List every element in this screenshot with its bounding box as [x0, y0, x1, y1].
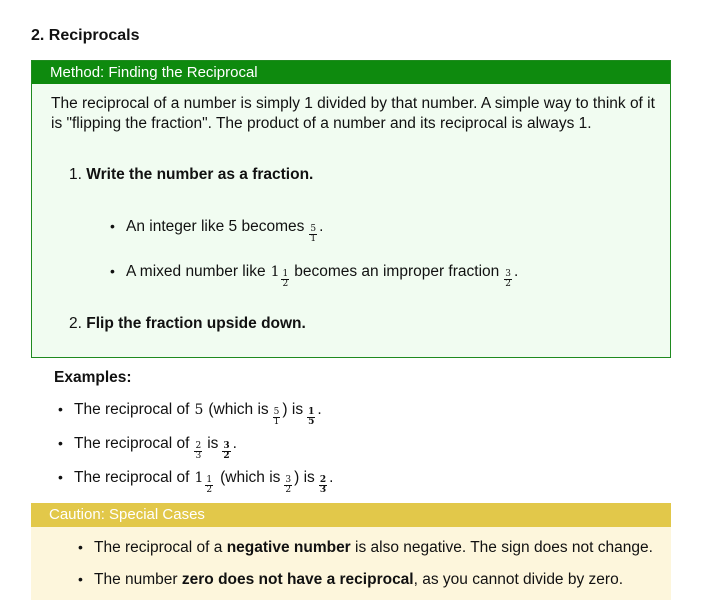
bullet-mixed-text: A mixed number like	[126, 263, 266, 280]
bullet-dot: •	[110, 263, 115, 279]
fraction-3-over-2: $\frac{3}{2}$	[285, 475, 292, 495]
step-2-number: 2.	[69, 315, 82, 332]
mixed-whole: 1	[270, 264, 280, 280]
fraction-5-over-1: $\frac{5}{1}$	[310, 224, 317, 244]
step-1	[69, 166, 313, 184]
fraction-3-over-2: $\frac{3}{2}$	[505, 269, 511, 289]
caution-item-zero: • The number zero does not have a reciprocal , as you cannot divide by zero.	[78, 571, 623, 588]
example-2: • The reciprocal of $\frac{2}{3}$ is $\frac{3}{2}$ .	[58, 435, 237, 461]
caution-item-negative: • The reciprocal of a negative number is also negative. The sign does not change.	[78, 539, 653, 556]
example-1: • The reciprocal of 5 (which is $\frac{5}{1}$ ) is $\frac{1}{5}$ .	[58, 401, 322, 427]
fraction-2-over-3: $\frac{2}{3}$	[195, 441, 202, 461]
section-title: 2. Reciprocals	[31, 27, 140, 44]
fraction-1-over-2: $\frac{1}{2}$	[282, 269, 289, 289]
method-box-title: Method: Finding the Reciprocal	[32, 61, 670, 84]
bullet-integer: • An integer like 5 becomes $\frac{5}{1}$ .	[110, 218, 324, 244]
example-3: • The reciprocal of 1 $\frac{1}{2}$ (which is $\frac{3}{2}$ ) is $\frac{2}{3}$ .	[58, 469, 334, 495]
answer-2-over-3: $\frac{2}{3}$	[319, 475, 327, 495]
method-box	[31, 60, 671, 358]
bullet-mixed: • A mixed number like 1 $\frac{1}{2}$ becomes an improper fraction $\frac{3}{2}$ .	[110, 263, 519, 289]
method-intro: The reciprocal of a number is simply 1 divided by that number. A simple way to think of it is "flipping the fraction". The product of a number and its reciprocal is always 1.	[51, 95, 655, 132]
caution-box-title: Caution: Special Cases	[31, 503, 671, 527]
step-2	[69, 315, 306, 333]
caution-box	[31, 503, 671, 600]
fraction-1-over-2: $\frac{1}{2}$	[206, 475, 213, 495]
step-2-text: Flip the fraction upside down.	[86, 315, 306, 332]
bullet-mixed-mid: becomes an improper fraction	[294, 263, 500, 280]
step-1-number: 1.	[69, 166, 82, 183]
bullet-integer-text: An integer like 5 becomes	[126, 218, 305, 235]
answer-3-over-2: $\frac{3}{2}$	[223, 441, 230, 461]
fraction-5-over-1: $\frac{5}{1}$	[273, 407, 280, 427]
examples-heading: Examples:	[54, 369, 132, 386]
bullet-dot: •	[110, 218, 115, 234]
step-1-text: Write the number as a fraction.	[86, 166, 314, 183]
answer-1-over-5: $\frac{1}{5}$	[308, 407, 315, 427]
